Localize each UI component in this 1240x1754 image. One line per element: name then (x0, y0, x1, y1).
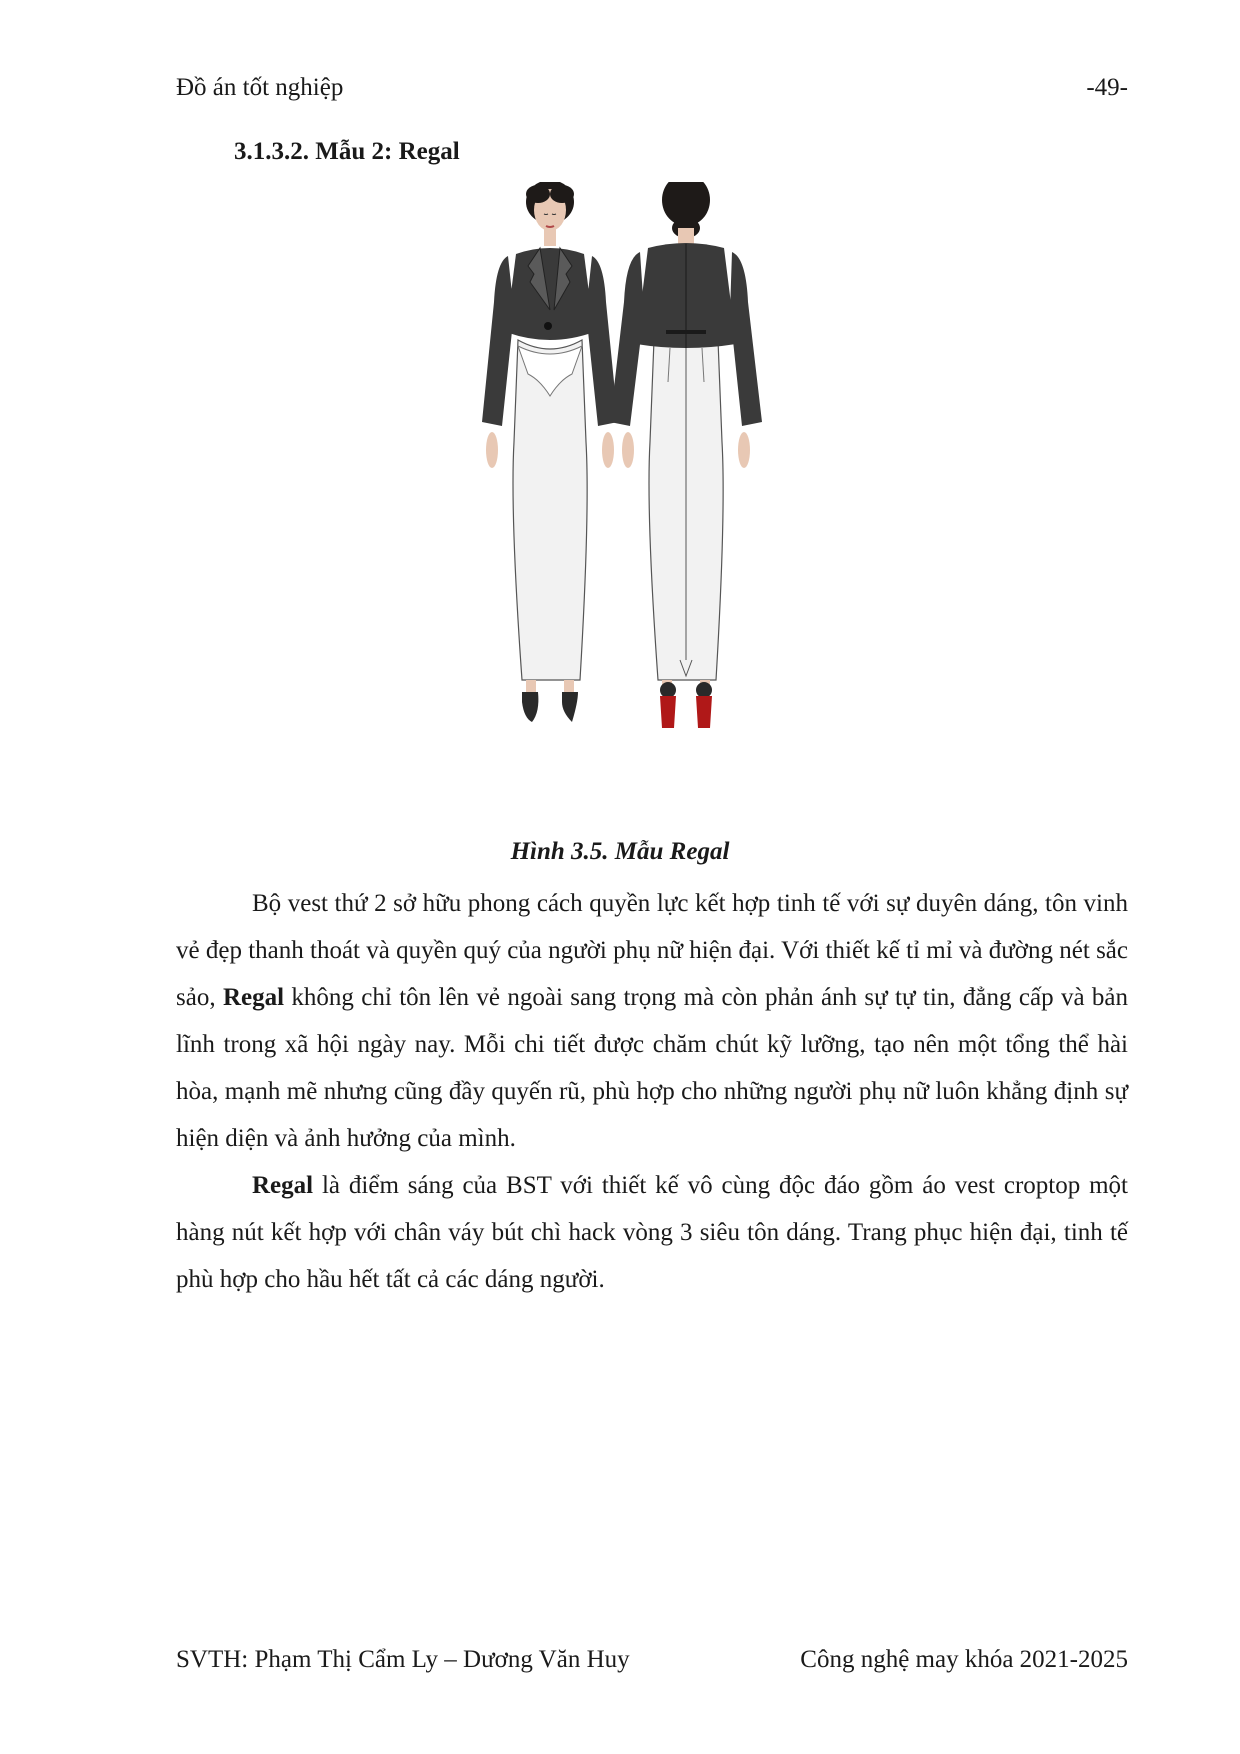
front-right-heel (562, 692, 578, 722)
p2-text-after: là điểm sáng của BST với thiết kế vô cùng độc đáo gồm áo vest croptop một hàng nút kết hợp với chân váy bút chì hack vòng 3 siêu tôn dáng. Trang phục hiện đại, tinh tế phù hợp cho hầu hết tất cả các dáng người. (176, 1172, 1128, 1293)
front-left-hand (486, 432, 498, 468)
back-right-hand (738, 432, 750, 468)
figure-caption: Hình 3.5. Mẫu Regal (510, 838, 730, 865)
paragraph-2 (176, 1162, 1128, 1303)
back-left-sleeve (610, 252, 644, 426)
p1-bold-regal: Regal (222, 984, 285, 1011)
front-right-hand (602, 432, 614, 468)
front-jacket-button (544, 322, 552, 330)
section-title: 3.1.3.2. Mẫu 2: Regal (234, 138, 460, 165)
p1-text-after: không chỉ tôn lên vẻ ngoài sang trọng mà còn phản ánh sự tự tin, đẳng cấp và bản lĩnh trong xã hội ngày nay. Mỗi chi tiết được chăm chút kỹ lưỡng, tạo nên một tổng thể hài hòa, mạnh mẽ nhưng cũng đầy quyến rũ, phù hợp cho những người phụ nữ luôn khẳng định sự hiện diện và ảnh hưởng của mình. (176, 984, 1129, 1152)
front-hair-part-right (550, 185, 574, 203)
front-view-figure (482, 182, 618, 722)
footer-course: Công nghệ may khóa 2021-2025 (800, 1646, 1128, 1673)
front-left-sleeve (482, 256, 514, 426)
front-left-heel (522, 692, 538, 722)
footer-authors: SVTH: Phạm Thị Cẩm Ly – Dương Văn Huy (176, 1646, 630, 1673)
fashion-illustration (440, 182, 860, 822)
p2-bold-regal: Regal (252, 1172, 314, 1199)
front-neck (544, 228, 556, 246)
back-right-heel (696, 696, 712, 728)
paragraph-1 (176, 880, 1128, 1162)
back-belt-tab (666, 330, 706, 334)
front-hair-part-left (526, 185, 550, 203)
page-header-left: Đồ án tốt nghiệp (176, 74, 344, 101)
back-left-heel (660, 696, 676, 728)
p1-text-before: Bộ vest thứ 2 sở hữu phong cách quyền lực kết hợp tinh tế với sự duyên dáng, tôn vinh vẻ đẹp thanh thoát và quyền quý của người phụ nữ hiện đại. Với thiết kế tỉ mỉ và đường nét sắc sảo, (176, 890, 1128, 1011)
back-right-sleeve (730, 252, 762, 426)
page-number: -49- (1086, 74, 1128, 101)
back-view-figure (610, 182, 762, 728)
back-left-hand (622, 432, 634, 468)
